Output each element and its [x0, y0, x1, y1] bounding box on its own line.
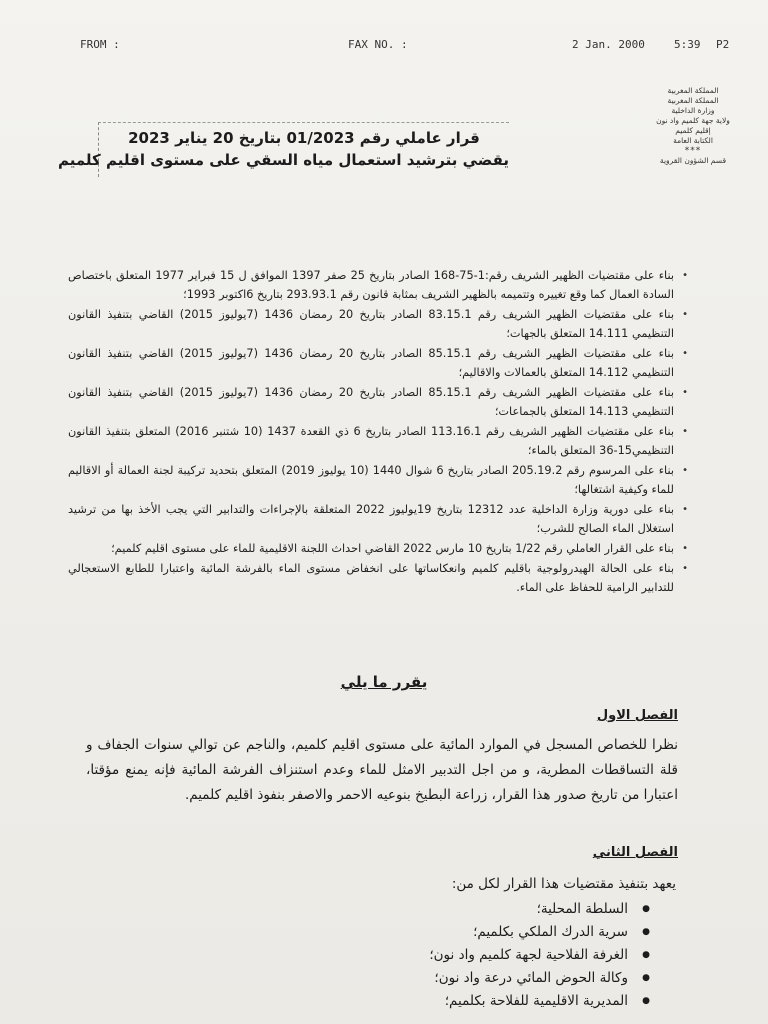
org-line: المملكة المغربية — [667, 86, 719, 95]
chapter-1-title: الفصل الاول — [596, 708, 678, 723]
list-item: ● سرية الدرك الملكي بكلميم؛ — [429, 921, 650, 944]
list-item: ● السلطة المحلية؛ — [429, 898, 650, 921]
decides-heading — [0, 673, 768, 691]
legal-reference-item: • بناء على مقتضيات الظهير الشريف رقم 83.15.1 الصادر بتاريخ 20 رمضان 1436 (7يوليوز 2015) القاضي بتنفيذ القانون التنظيمي 14.111 المتعلق بالجهات؛ — [68, 305, 686, 343]
list-item: ● المديرية الاقليمية للفلاحة بكلميم؛ — [429, 990, 650, 1013]
legal-reference-item: • بناء على الحالة الهيدرولوجية باقليم كلميم وانعكاساتها على انخفاض مستوى الماء بالفرشة المائية واعتبارا للطابع الاستعجالي للتدابير الرامية للحفاظ على الماء. — [68, 559, 686, 597]
org-department: قسم الشؤون القروية — [659, 156, 727, 165]
legal-reference-item: • بناء على مقتضيات الظهير الشريف رقم:1-75-168 الصادر بتاريخ 25 صفر 1397 الموافق ل 15 فبراير 1977 المتعلق باختصاص السادة العمال كما وقع تغييره وتتميمه بالظهير الشريف بمثابة قانون رقم 293.93.1 بتاريخ 6اكتوبر 1993؛ — [68, 266, 686, 304]
fax-date: 2 Jan. 2000 — [572, 38, 645, 51]
organization-letterhead — [638, 86, 748, 166]
fax-page-number: P2 — [716, 38, 730, 51]
org-line: الكتابة العامة — [673, 136, 713, 145]
decision-subject: يقضي بترشيد استعمال مياه السقي على مستوى اقليم كلميم — [57, 151, 509, 169]
list-item: ● الغرفة الفلاحية لجهة كلميم واد نون؛ — [429, 944, 650, 967]
org-line: المملكة المغربية — [667, 96, 719, 105]
chapter-1-body: نظرا للخصاص المسجل في الموارد المائية على مستوى اقليم كلميم، والناجم عن توالي سنوات الجفاف و قلة التساقطات المطرية، و من اجل التدبير الامثل للماء وعدم استنزاف الفرشة المائية فإنه يمنع مؤقتا، اعتبارا من تاريخ صدور هذا القرار، زراعة البطيخ بنوعيه الاحمر والاصفر بنفوذ اقليم كلميم. — [86, 737, 678, 803]
legal-references-list — [68, 266, 686, 598]
org-dots: *** — [684, 146, 702, 156]
decides-text: يقرر ما يلي — [340, 673, 428, 691]
legal-reference-item: • بناء على القرار العاملي رقم 1/22 بتاريخ 10 مارس 2022 القاضي احداث اللجنة الاقليمية للماء على مستوى اقليم كلميم؛ — [68, 539, 686, 558]
legal-reference-item: • بناء على مقتضيات الظهير الشريف رقم 85.15.1 الصادر بتاريخ 20 رمضان 1436 (7يوليوز 2015) القاضي بتنفيذ القانون التنظيمي 14.112 المتعلق بالعمالات والاقاليم؛ — [68, 344, 686, 382]
fax-from-label: FROM : — [80, 38, 120, 51]
org-line: وزارة الداخلية — [671, 106, 715, 115]
legal-reference-item: • بناء على مقتضيات الظهير الشريف رقم 113.16.1 الصادر بتاريخ 6 ذي القعدة 1437 (10 شتنبر 2016) المتعلق بتنفيذ القانون التنظيمي15-36 المتعلق بالماء؛ — [68, 422, 686, 460]
legal-reference-item: • بناء على دورية وزارة الداخلية عدد 12312 بتاريخ 19يوليوز 2022 المتعلقة بالإجراءات والتدابير التي يجب الأخذ بها من ترشيد استغلال الماء الصالح للشرب؛ — [68, 500, 686, 538]
chapter-2-title: الفصل الثاني — [592, 845, 678, 860]
fax-number-label: FAX NO. : — [348, 38, 408, 51]
legal-reference-item: • بناء على مقتضيات الظهير الشريف رقم 85.15.1 الصادر بتاريخ 20 رمضان 1436 (7يوليوز 2015) القاضي بتنفيذ القانون التنظيمي 14.113 المتعلق بالجماعات؛ — [68, 383, 686, 421]
chapter-2-list — [429, 898, 650, 1013]
org-line: إقليم كلميم — [675, 126, 711, 135]
list-item: ● وكالة الحوض المائي درعة واد نون؛ — [429, 967, 650, 990]
decision-title-block — [57, 122, 509, 177]
decision-title: قرار عاملي رقم 01/2023 بتاريخ 20 يناير 2023 — [128, 129, 480, 147]
fax-time: 5:39 — [674, 38, 701, 51]
chapter-2-intro: يعهد بتنفيذ مقتضيات هذا القرار لكل من: — [451, 876, 676, 892]
legal-reference-item: • بناء على المرسوم رقم 205.19.2 الصادر بتاريخ 6 شوال 1440 (10 يوليوز 2019) المتعلق بتحديد تركيبة لجنة العمالة أو الاقاليم للماء وكيفية اشتغالها؛ — [68, 461, 686, 499]
org-line: ولاية جهة كلميم واد نون — [656, 116, 730, 125]
